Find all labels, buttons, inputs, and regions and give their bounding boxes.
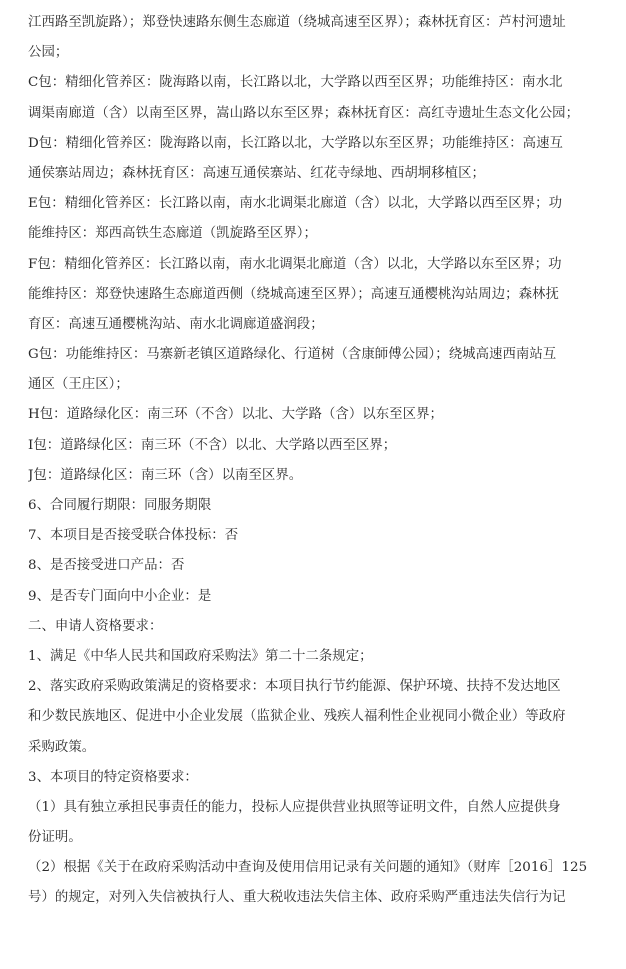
text-line: 江西路至凯旋路）；郑登快速路东侧生态廊道（绕城高速至区界）；森林抚育区：芦村河遗址 [28,15,566,30]
text-line: F包：精细化管养区：长江路以南，南水北调渠北廊道（含）以北，大学路以东至区界；功 [28,256,562,272]
text-line: 1、满足《中华人民共和国政府采购法》第二十二条规定； [28,648,373,664]
text-line: 能维持区：郑西高铁生态廊道（凯旋路至区界）； [28,226,317,242]
text-line: 育区：高速互通樱桃沟站、南水北调廊道盛润段； [28,316,324,332]
text-line: H包：道路绿化区：南三环（不含）以北、大学路（含）以东至区界； [28,407,443,423]
text-line: 3、本项目的特定资格要求： [28,769,198,785]
text-line: G包：功能维持区：马寨新老镇区道路绿化、行道树（含康師傅公园）；绕城高速西南站互 [28,347,557,363]
text-line: 通侯寨站周边；森林抚育区：高速互通侯寨站、红花寺绿地、西胡垌移植区； [28,165,485,181]
text-line: 2、落实政府采购政策满足的资格要求：本项目执行节约能源、保护环境、扶持不发达地区 [28,679,561,695]
text-line: 9、是否专门面向中小企业：是 [28,588,212,604]
text-line: （2）根据《关于在政府采购活动中查询及使用信用记录有关问题的通知》（财库［2016］125 [28,860,588,876]
text-line: 和少数民族地区、促进中小企业发展（监狱企业、残疾人福利性企业视同小微企业）等政府 [28,709,566,725]
text-line: 采购政策。 [28,739,96,755]
text-line: 通区（王庄区）； [28,377,129,393]
text-line: 能维持区：郑登快速路生态廊道西侧（绕城高速至区界）；高速互通樱桃沟站周边；森林抚 [28,286,559,302]
text-line: 号）的规定，对列入失信被执行人、重大税收违法失信主体、政府采购严重违法失信行为记 [28,890,566,906]
text-line: 7、本项目是否接受联合体投标：否 [28,528,239,544]
section-heading: 二、申请人资格要求： [28,618,163,634]
text-line: J包：道路绿化区：南三环（含）以南至区界。 [28,467,303,483]
text-line: 份证明。 [28,830,82,846]
text-line: 公园； [28,45,69,61]
text-line: 8、是否接受进口产品：否 [28,558,185,574]
text-line: I包：道路绿化区：南三环（不含）以北、大学路以西至区界； [28,437,397,453]
text-line: D包：精细化管养区：陇海路以南，长江路以北，大学路以东至区界；功能维持区：高速互 [28,135,563,151]
text-line: （1）具有独立承担民事责任的能力，投标人应提供营业执照等证明文件，自然人应提供身 [28,799,561,815]
text-line: C包：精细化管养区：陇海路以南，长江路以北，大学路以西至区界；功能维持区：南水北 [28,75,563,91]
text-line: 调渠南廊道（含）以南至区界，嵩山路以东至区界；森林抚育区：高红寺遗址生态文化公园； [28,105,580,121]
text-line: E包：精细化管养区：长江路以南，南水北调渠北廊道（含）以北，大学路以西至区界；功 [28,196,563,212]
text-line: 6、合同履行期限：同服务期限 [28,498,212,513]
